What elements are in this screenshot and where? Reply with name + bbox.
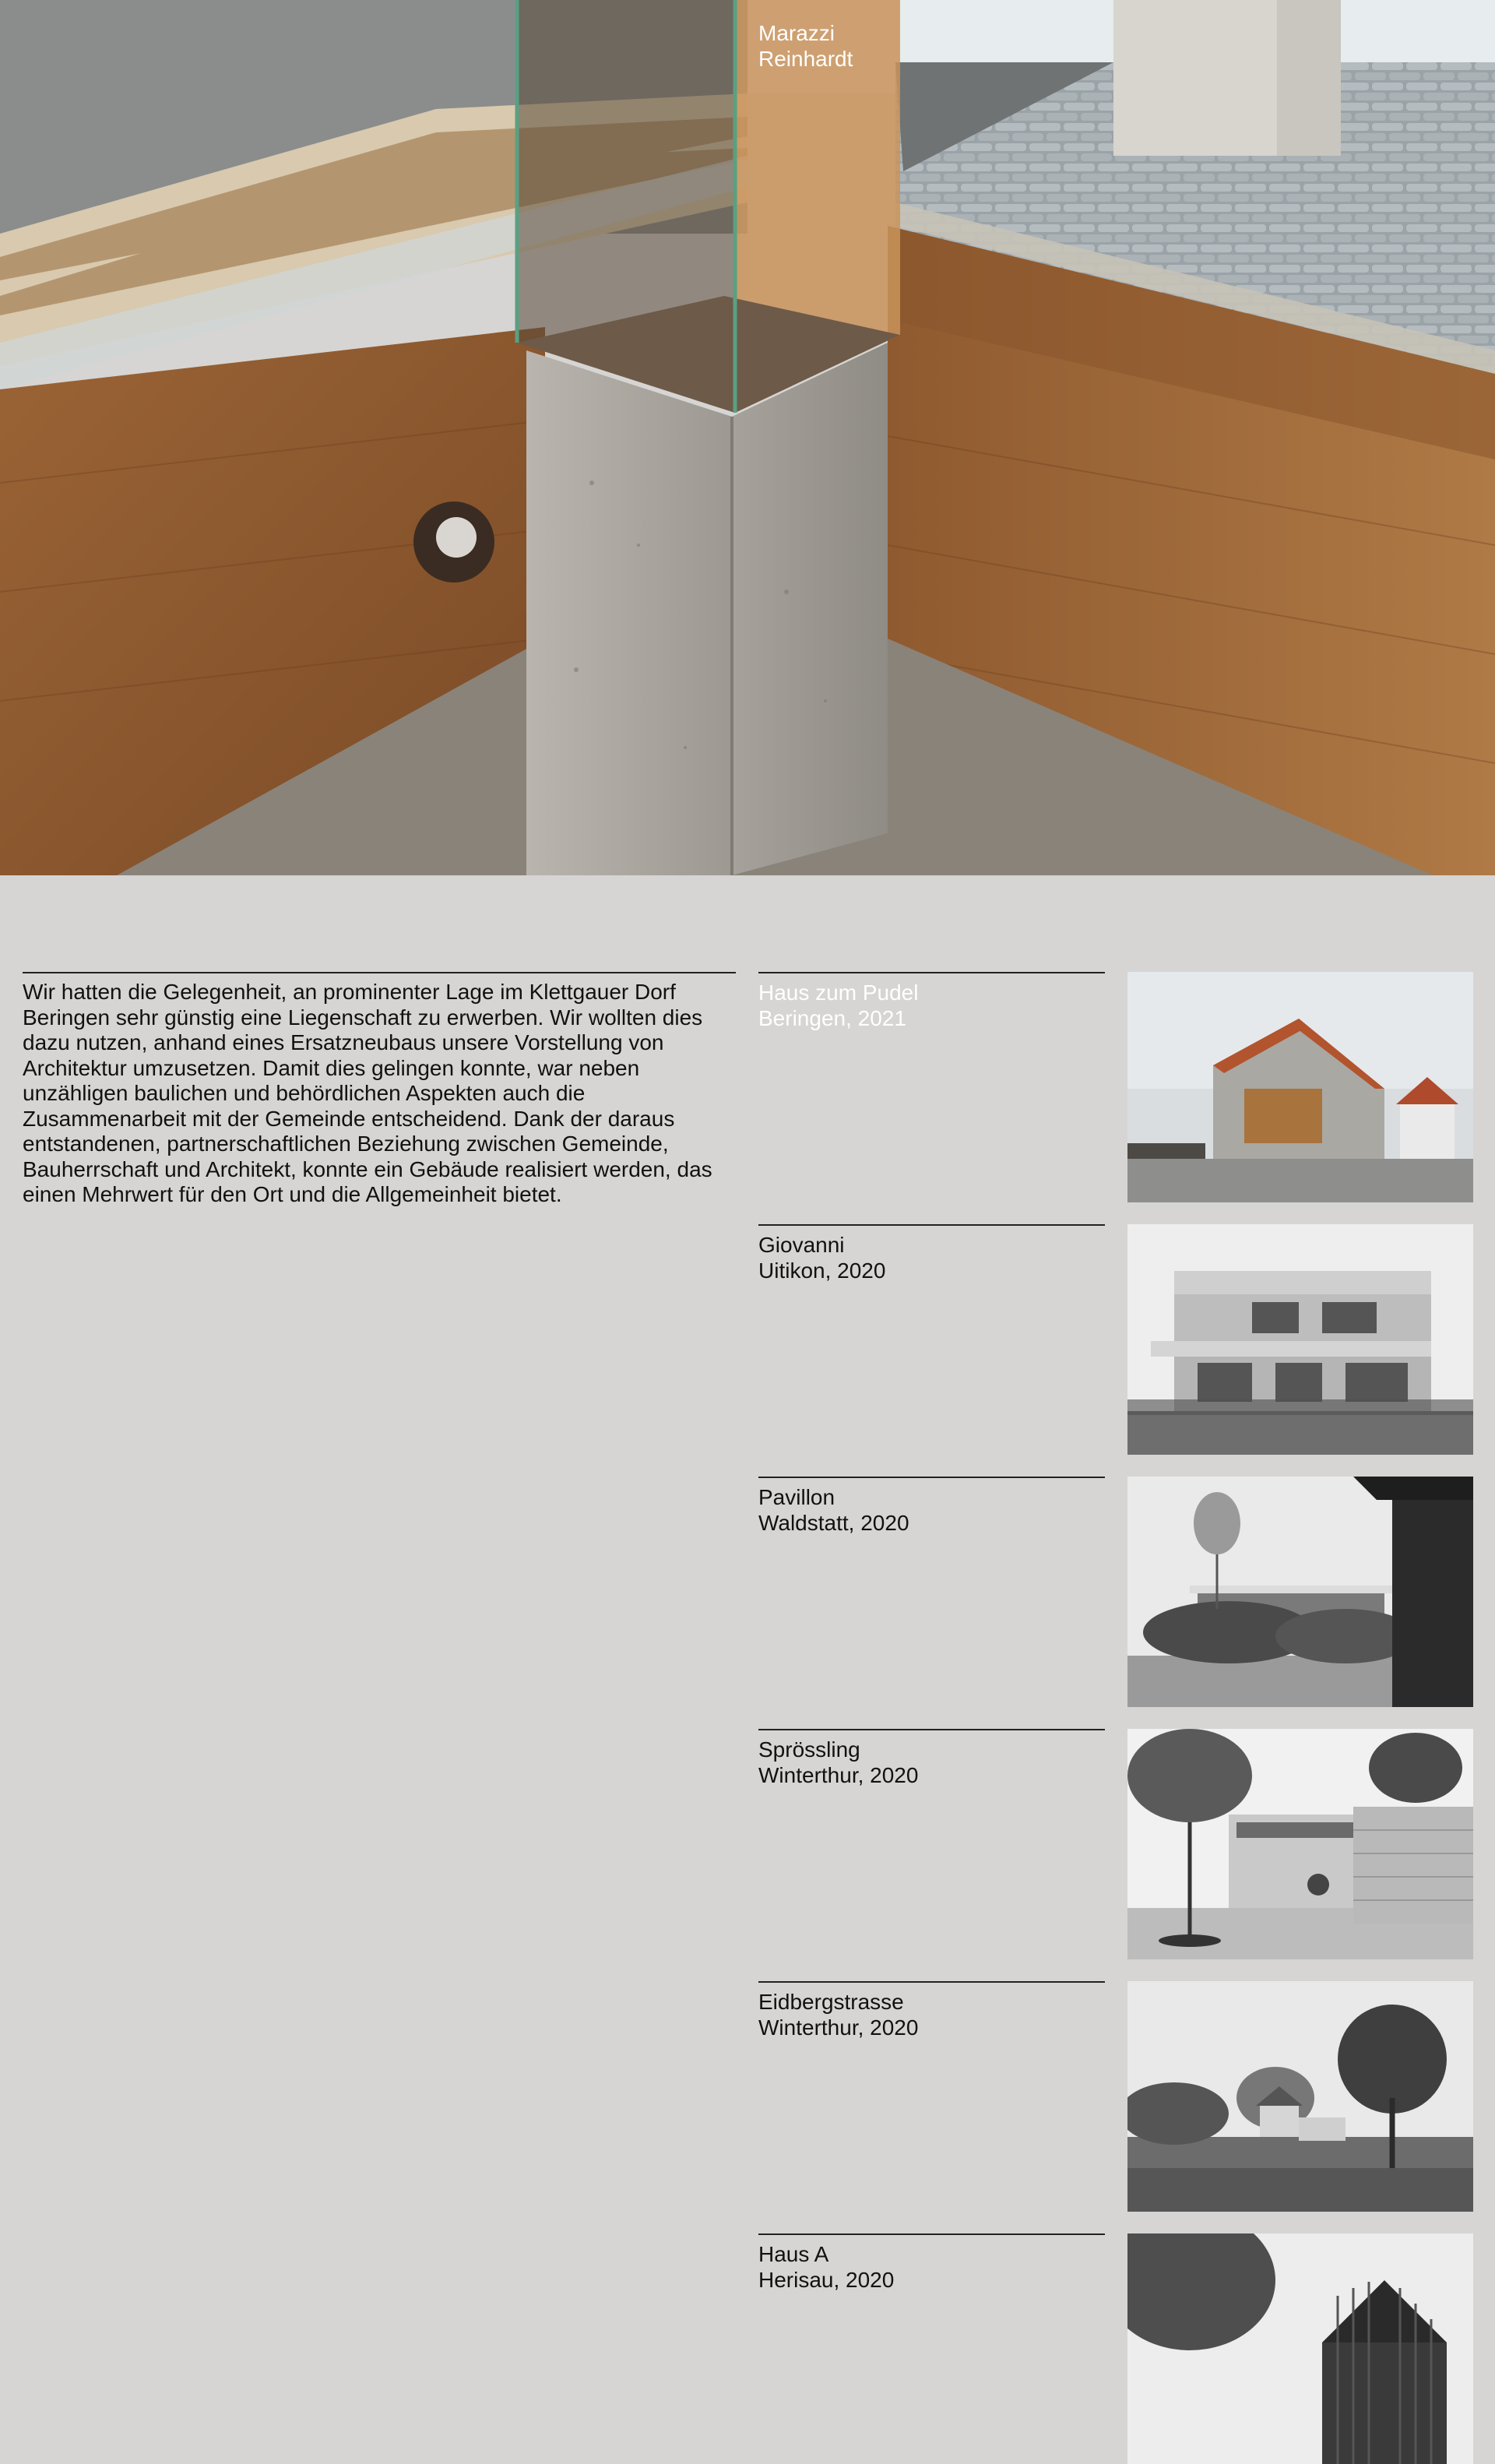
project-item-sproessling[interactable]: [758, 1729, 1473, 1959]
brand-line-2: Reinhardt: [758, 47, 853, 71]
project-name: Haus A: [758, 2242, 829, 2266]
project-meta: [758, 1729, 1105, 1788]
project-thumbnail[interactable]: [1127, 1729, 1473, 1959]
project-name: Haus zum Pudel: [758, 980, 919, 1005]
project-meta: [758, 2233, 1105, 2293]
project-item-giovanni[interactable]: [758, 1224, 1473, 1455]
project-place-year: Waldstatt, 2020: [758, 1511, 909, 1535]
project-thumbnail[interactable]: [1127, 1477, 1473, 1707]
hero-image: [0, 0, 1495, 875]
project-place-year: Beringen, 2021: [758, 1006, 906, 1030]
project-thumbnail[interactable]: [1127, 1224, 1473, 1455]
project-name: Pavillon: [758, 1485, 835, 1509]
project-item-pavillon[interactable]: [758, 1477, 1473, 1707]
project-item-haus-zum-pudel[interactable]: [758, 972, 1473, 1202]
site-logo-link[interactable]: [758, 20, 853, 72]
project-description: Wir hatten die Gelegenheit, an prominenter Lage im Klettgauer Dorf Beringen sehr günstig eine Liegenschaft zu erwerben. Wir wollten dies dazu nutzen, anhand eines Ersatzneubaus unsere Vorstellung von Architektur umzusetzen. Damit dies gelingen konnte, war neben unzähligen baulichen und behördlichen Aspekten auch die Zusammenarbeit mit der Gemeinde entscheidend. Dank der daraus entstandenen, partnerschaftlichen Beziehung zwischen Gemeinde, Bauherrschaft und Architekt, konnte ein Gebäude realisiert werden, das einen Mehrwert für den Ort und die Allgemeinheit bietet.: [23, 972, 736, 1208]
project-thumbnail[interactable]: [1127, 972, 1473, 1202]
project-place-year: Herisau, 2020: [758, 2268, 895, 2292]
project-item-haus-a[interactable]: [758, 2233, 1473, 2464]
project-thumbnail[interactable]: [1127, 1981, 1473, 2212]
project-meta: [758, 972, 1105, 1031]
project-meta: [758, 1981, 1105, 2040]
project-place-year: Uitikon, 2020: [758, 1258, 886, 1283]
project-item-eidbergstrasse[interactable]: [758, 1981, 1473, 2212]
project-name: Sprössling: [758, 1737, 860, 1762]
project-name: Giovanni: [758, 1233, 845, 1257]
project-place-year: Winterthur, 2020: [758, 1763, 919, 1787]
project-meta: [758, 1477, 1105, 1536]
project-thumbnail[interactable]: [1127, 2233, 1473, 2464]
project-name: Eidbergstrasse: [758, 1990, 904, 2014]
brand-line-1: Marazzi: [758, 21, 835, 45]
project-meta: [758, 1224, 1105, 1283]
project-place-year: Winterthur, 2020: [758, 2015, 919, 2040]
